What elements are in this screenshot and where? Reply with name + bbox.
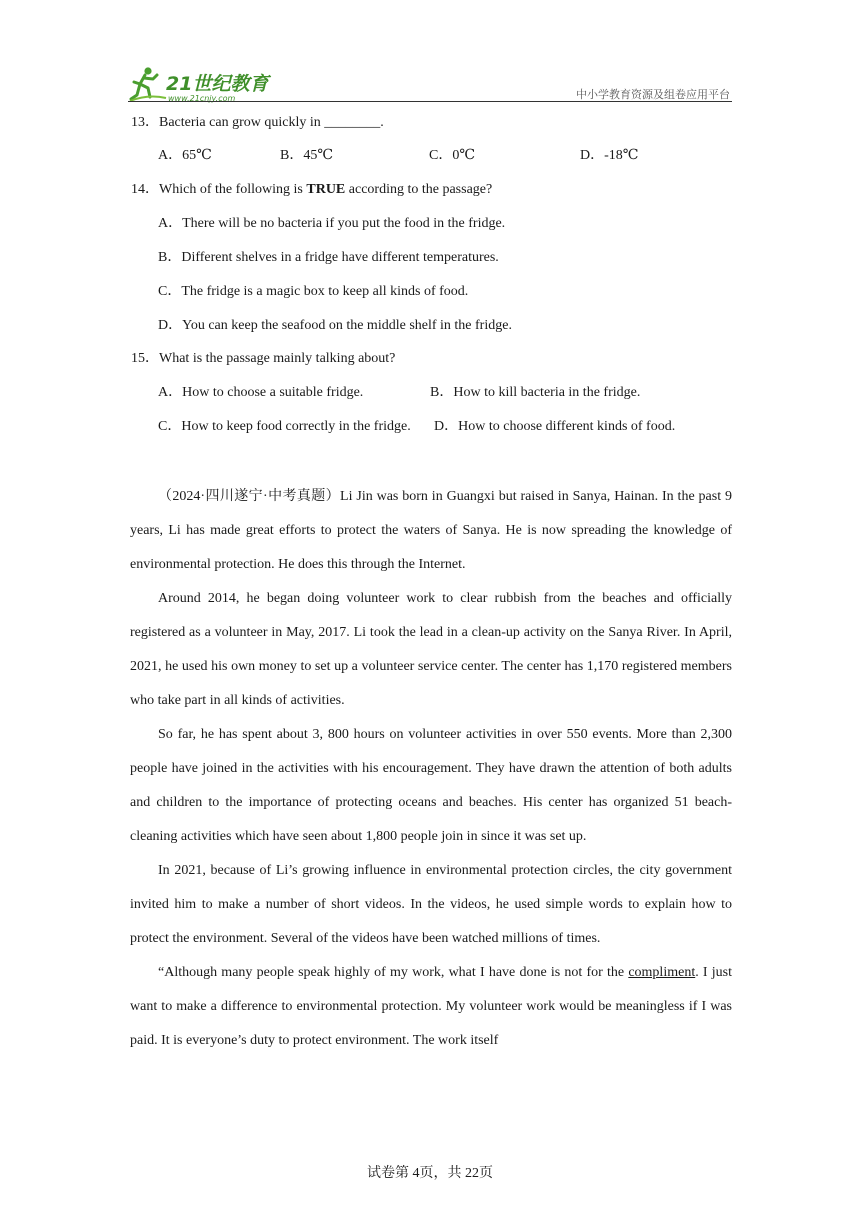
question-number: 13． bbox=[131, 115, 159, 130]
passage-paragraph-2: Around 2014, he began doing volunteer work to clear rubbish from the beaches and officially registered as a volunteer in May, 2017. Li took the lead in a clean-up activity on the Sanya River. In April, 2021, he used his own money to set up a volunteer service center. The center has 1,170 registered members who take part in all kinds of activities. bbox=[130, 591, 732, 708]
option-text: The fridge is a magic box to keep all kinds of food. bbox=[181, 284, 469, 299]
q15-option-b[interactable] bbox=[430, 384, 640, 402]
q15-option-a[interactable] bbox=[158, 384, 363, 402]
option-letter: A． bbox=[158, 216, 183, 231]
option-text: How to choose different kinds of food. bbox=[458, 419, 676, 434]
option-text: How to kill bacteria in the fridge. bbox=[453, 385, 641, 400]
underlined-word: compliment bbox=[628, 965, 696, 980]
option-letter: A． bbox=[158, 385, 183, 400]
q13-option-d[interactable] bbox=[580, 147, 638, 165]
q13-option-b[interactable] bbox=[280, 147, 333, 165]
passage-paragraph-5 bbox=[130, 956, 732, 1058]
q14-option-d[interactable] bbox=[158, 317, 512, 335]
source-tag: （2024·四川遂宁·中考真题） bbox=[158, 489, 341, 504]
option-letter: C． bbox=[158, 419, 182, 434]
question-text: Bacteria can grow quickly in ________. bbox=[159, 115, 384, 130]
passage-paragraph-3: So far, he has spent about 3, 800 hours on volunteer activities in over 550 events. More than 2,300 people have joined in the activities with his encouragement. They have drawn the attention of both adults and children to the importance of protecting oceans and beaches. His center has organized 51 beach-cleaning activities which have seen about 1,800 people join in since it was set up. bbox=[130, 727, 732, 844]
question-15-stem bbox=[131, 350, 395, 368]
option-text: How to keep food correctly in the fridge. bbox=[181, 419, 411, 434]
site-logo bbox=[128, 64, 278, 104]
reading-passage bbox=[130, 480, 732, 1058]
option-text: 0℃ bbox=[452, 148, 476, 163]
option-letter: D． bbox=[158, 318, 183, 333]
page-header bbox=[128, 60, 732, 104]
paragraph-text: . I just want to make a difference to environmental protection. My volunteer work would be meaningless if I was paid. It is everyone’s duty to protect environment. The work itself bbox=[130, 965, 733, 1048]
question-emphasis: TRUE bbox=[306, 182, 346, 197]
page-footer: 试卷第 4页，共 22页 bbox=[367, 1166, 493, 1181]
q15-option-d[interactable] bbox=[434, 418, 675, 436]
question-text: What is the passage mainly talking about? bbox=[159, 351, 396, 366]
question-number: 15． bbox=[131, 351, 159, 366]
q14-option-a[interactable] bbox=[158, 215, 505, 233]
platform-name: 中小学教育资源及组卷应用平台 bbox=[576, 88, 730, 101]
option-letter: D． bbox=[434, 419, 459, 434]
option-text: There will be no bacteria if you put the food in the fridge. bbox=[182, 216, 506, 231]
option-text: -18℃ bbox=[604, 148, 639, 163]
option-letter: C． bbox=[429, 148, 453, 163]
question-13-stem bbox=[131, 114, 384, 132]
option-text: 45℃ bbox=[303, 148, 334, 163]
option-text: 65℃ bbox=[182, 148, 212, 163]
passage-paragraph-1 bbox=[130, 480, 732, 582]
option-letter: B． bbox=[280, 148, 304, 163]
question-text: Which of the following is bbox=[159, 182, 307, 197]
question-number: 14． bbox=[131, 182, 159, 197]
logo-url: www.21cnjy.com bbox=[168, 94, 236, 103]
q15-option-c[interactable] bbox=[158, 418, 411, 436]
option-text: Different shelves in a fridge have different temperatures. bbox=[181, 250, 499, 265]
q13-option-c[interactable] bbox=[429, 147, 475, 165]
header-divider bbox=[128, 101, 732, 102]
q13-option-a[interactable] bbox=[158, 147, 212, 165]
q14-option-c[interactable] bbox=[158, 283, 468, 301]
paragraph-text: Li Jin was born in Guangxi but raised in Sanya, Hainan. In the past 9 years, Li has made great efforts to protect the waters of Sanya. He is now spreading the knowledge of environmental protection. He does this through the Internet. bbox=[130, 489, 733, 572]
option-text: You can keep the seafood on the middle shelf in the fridge. bbox=[182, 318, 512, 333]
option-letter: B． bbox=[430, 385, 454, 400]
option-text: How to choose a suitable fridge. bbox=[182, 385, 364, 400]
logo-text: 21世纪教育 bbox=[166, 73, 269, 95]
question-text: according to the passage? bbox=[345, 182, 493, 197]
option-letter: D． bbox=[580, 148, 605, 163]
option-letter: B． bbox=[158, 250, 182, 265]
question-14-stem bbox=[131, 181, 492, 199]
passage-paragraph-4: In 2021, because of Li’s growing influence in environmental protection circles, the city government invited him to make a number of short videos. In the videos, he used simple words to explain how to protect the environment. Several of the videos have been watched millions of times. bbox=[130, 863, 732, 946]
q14-option-b[interactable] bbox=[158, 249, 499, 267]
paragraph-text: “Although many people speak highly of my work, what I have done is not for the bbox=[158, 965, 629, 980]
option-letter: A． bbox=[158, 148, 183, 163]
option-letter: C． bbox=[158, 284, 182, 299]
